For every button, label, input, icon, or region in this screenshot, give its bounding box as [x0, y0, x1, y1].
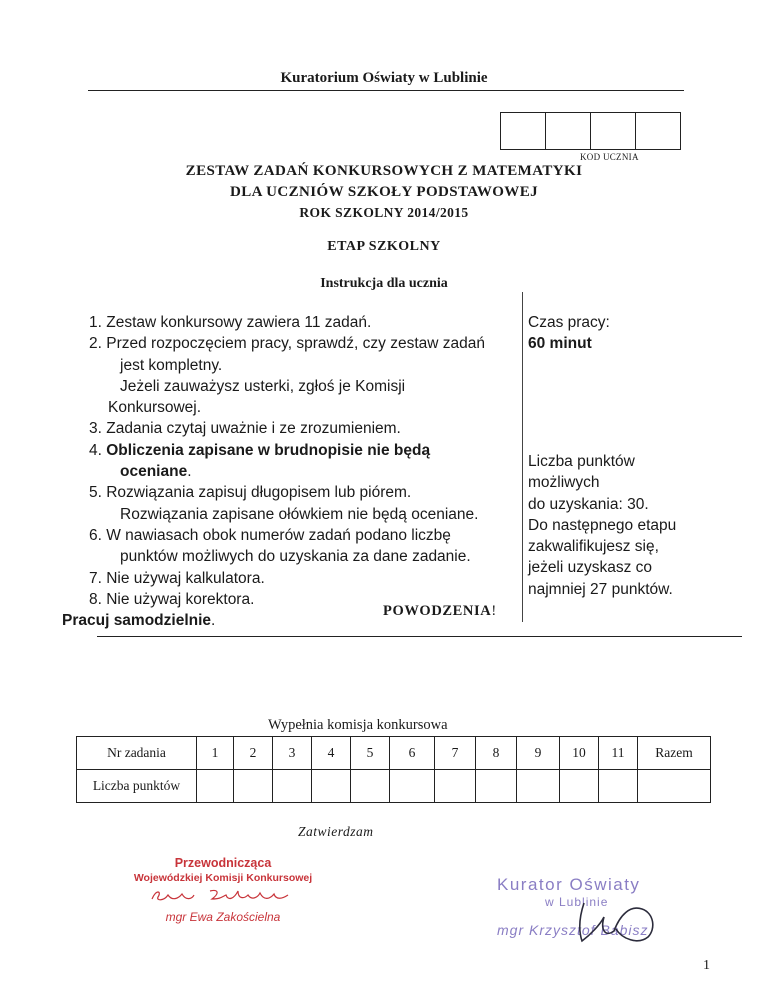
- points-cell[interactable]: [599, 770, 638, 803]
- code-cell[interactable]: [501, 113, 546, 149]
- chairperson-signature: [148, 885, 298, 907]
- code-cell[interactable]: [591, 113, 636, 149]
- total-header: Razem: [638, 737, 711, 770]
- instruction-line: Rozwiązania zapisane ołówkiem nie będą oceniane.: [120, 505, 479, 523]
- instruction-item: 8. Nie używaj korektora.: [89, 590, 255, 608]
- time-value: 60 minut: [528, 335, 592, 353]
- instruction-line: Konkursowej.: [108, 399, 202, 417]
- title-line-3: ROK SZKOLNY 2014/2015: [299, 205, 469, 220]
- instruction-item: 7. Nie używaj kalkulatora.: [89, 569, 265, 587]
- curator-signature: [560, 895, 680, 955]
- task-number-cell: 9: [517, 737, 560, 770]
- points-line: Liczba punktów: [528, 453, 635, 470]
- committee-caption: Wypełnia komisja konkursowa: [268, 717, 448, 733]
- points-cell[interactable]: [234, 770, 273, 803]
- task-number-cell: 6: [390, 737, 435, 770]
- work-alone-text: Pracuj samodzielnie: [62, 612, 212, 630]
- points-line: do uzyskania: 30.: [528, 495, 649, 513]
- task-number-cell: 1: [197, 737, 234, 770]
- student-code-label: KOD UCZNIA: [580, 152, 639, 162]
- instruction-item: 2. Przed rozpoczęciem pracy, sprawdź, czy zestaw zadań: [89, 335, 485, 353]
- good-luck-word: POWODZENIA: [383, 603, 492, 619]
- instruction-line: punktów możliwych do uzyskania za dane zadanie.: [120, 548, 471, 566]
- instruction-item: 1. Zestaw konkursowy zawiera 11 zadań.: [89, 314, 372, 331]
- task-number-cell: 10: [560, 737, 599, 770]
- item-number: 4.: [89, 441, 107, 459]
- code-cell[interactable]: [546, 113, 591, 149]
- points-cell[interactable]: [312, 770, 351, 803]
- row-label: Liczba punktów: [77, 770, 197, 803]
- points-cell[interactable]: [197, 770, 234, 803]
- task-number-cell: 4: [312, 737, 351, 770]
- exclamation: !: [491, 603, 497, 619]
- good-luck-text: [383, 603, 497, 620]
- score-table: [76, 736, 711, 803]
- instruction-item: 5. Rozwiązania zapisuj długopisem lub piórem.: [89, 484, 412, 502]
- instruction-list: [62, 312, 512, 631]
- points-line: możliwych: [528, 474, 600, 492]
- stamp-title: Przewodnicząca: [174, 856, 272, 870]
- task-number-cell: 3: [273, 737, 312, 770]
- instruction-line: [62, 461, 512, 482]
- instruction-line: Jeżeli zauważysz usterki, zgłoś je Komisji: [120, 377, 406, 395]
- page-number: 1: [703, 958, 710, 973]
- points-cell[interactable]: [476, 770, 517, 803]
- bold-instruction: oceniane: [120, 463, 188, 481]
- institution-header: Kuratorium Oświaty w Lublinie: [280, 70, 488, 86]
- points-line: jeżeli uzyskasz co: [528, 559, 653, 577]
- row-label: Nr zadania: [77, 737, 197, 770]
- approval-label: Zatwierdzam: [298, 824, 374, 839]
- student-code-box[interactable]: [500, 112, 681, 150]
- points-cell[interactable]: [351, 770, 390, 803]
- task-number-cell: 7: [435, 737, 476, 770]
- stamp-subtitle: w Lublinie: [545, 895, 609, 909]
- points-line: najmniej 27 punktów.: [528, 580, 673, 598]
- header-rule: [88, 90, 684, 91]
- time-info: [528, 312, 610, 355]
- time-label: Czas pracy:: [528, 314, 610, 331]
- points-cell[interactable]: [560, 770, 599, 803]
- instruction-item: 3. Zadania czytaj uważnie i ze zrozumieniem.: [89, 420, 401, 438]
- points-row: [77, 770, 711, 803]
- task-number-cell: 11: [599, 737, 638, 770]
- instruction-heading: Instrukcja dla ucznia: [320, 276, 448, 291]
- section-rule: [97, 636, 742, 637]
- points-line: zakwalifikujesz się,: [528, 538, 659, 556]
- code-cell[interactable]: [636, 113, 680, 149]
- instruction-item: 6. W nawiasach obok numerów zadań podano liczbę: [89, 526, 451, 544]
- stamp-name: mgr Krzysztof Babisz: [497, 922, 649, 938]
- period: .: [187, 463, 192, 481]
- total-points-cell[interactable]: [638, 770, 711, 803]
- stage-heading: ETAP SZKOLNY: [327, 239, 441, 254]
- instruction-line: jest kompletny.: [120, 356, 223, 374]
- title-line-1: ZESTAW ZADAŃ KONKURSOWYCH Z MATEMATYKI: [185, 163, 583, 179]
- points-cell[interactable]: [390, 770, 435, 803]
- points-cell[interactable]: [517, 770, 560, 803]
- stamp-name: mgr Ewa Zakościelna: [165, 910, 281, 924]
- bold-instruction: Obliczenia zapisane w brudnopisie nie będą: [106, 441, 431, 459]
- instruction-item: [62, 440, 512, 461]
- stamp-subtitle: Wojewódzkiej Komisji Konkursowej: [133, 872, 313, 884]
- points-info: [528, 451, 728, 600]
- points-cell[interactable]: [435, 770, 476, 803]
- task-number-row: [77, 737, 711, 770]
- title-line-2: DLA UCZNIÓW SZKOŁY PODSTAWOWEJ: [229, 184, 539, 200]
- period: .: [211, 612, 216, 630]
- points-cell[interactable]: [273, 770, 312, 803]
- column-divider: [522, 292, 523, 622]
- task-number-cell: 2: [234, 737, 273, 770]
- points-line: Do następnego etapu: [528, 516, 677, 534]
- stamp-title: Kurator Oświaty: [497, 875, 641, 894]
- task-number-cell: 5: [351, 737, 390, 770]
- task-number-cell: 8: [476, 737, 517, 770]
